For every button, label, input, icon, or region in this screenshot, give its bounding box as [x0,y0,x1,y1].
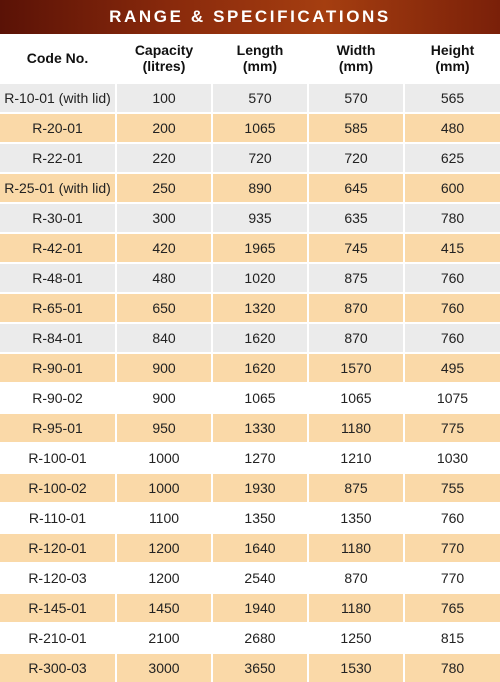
cell-length: 1320 [212,293,308,323]
cell-height: 565 [404,83,500,113]
table-row [0,413,500,443]
cell-width: 1180 [308,533,404,563]
cell-height: 765 [404,593,500,623]
table-header [0,34,500,83]
cell-length: 1620 [212,353,308,383]
column-header-length [212,34,308,83]
table-row [0,653,500,682]
cell-capacity: 100 [116,83,212,113]
cell-code: R-100-02 [0,473,116,503]
column-header-unit: (mm) [242,58,278,74]
cell-code: R-25-01 (with lid) [0,173,116,203]
cell-height: 815 [404,623,500,653]
cell-length: 720 [212,143,308,173]
column-header-line: Capacity [134,42,194,58]
cell-width: 870 [308,323,404,353]
cell-length: 890 [212,173,308,203]
table-row [0,443,500,473]
table-row [0,113,500,143]
cell-width: 875 [308,263,404,293]
specifications-table [0,34,500,682]
column-header-line: Code No. [26,50,89,66]
cell-length: 1330 [212,413,308,443]
cell-width: 870 [308,563,404,593]
cell-width: 745 [308,233,404,263]
cell-capacity: 480 [116,263,212,293]
cell-code: R-110-01 [0,503,116,533]
table-row [0,533,500,563]
cell-capacity: 2100 [116,623,212,653]
cell-code: R-65-01 [0,293,116,323]
cell-width: 720 [308,143,404,173]
cell-width: 1210 [308,443,404,473]
cell-height: 770 [404,533,500,563]
cell-capacity: 1200 [116,533,212,563]
cell-length: 2680 [212,623,308,653]
cell-width: 635 [308,203,404,233]
cell-width: 570 [308,83,404,113]
cell-capacity: 900 [116,383,212,413]
cell-code: R-22-01 [0,143,116,173]
table-row [0,623,500,653]
cell-code: R-30-01 [0,203,116,233]
table-row [0,323,500,353]
table-row [0,143,500,173]
table-row [0,473,500,503]
cell-code: R-210-01 [0,623,116,653]
cell-length: 570 [212,83,308,113]
page-title: RANGE & SPECIFICATIONS [109,7,391,26]
table-row [0,83,500,113]
header-row [0,34,500,83]
cell-code: R-100-01 [0,443,116,473]
table-row [0,263,500,293]
table-row [0,293,500,323]
cell-height: 415 [404,233,500,263]
cell-capacity: 1450 [116,593,212,623]
cell-height: 770 [404,563,500,593]
cell-width: 1570 [308,353,404,383]
column-header-height [404,34,500,83]
cell-capacity: 1200 [116,563,212,593]
cell-height: 625 [404,143,500,173]
cell-height: 1030 [404,443,500,473]
cell-height: 755 [404,473,500,503]
cell-length: 1270 [212,443,308,473]
cell-capacity: 1000 [116,473,212,503]
cell-width: 875 [308,473,404,503]
title-bar [0,0,500,34]
cell-capacity: 3000 [116,653,212,682]
cell-length: 1640 [212,533,308,563]
cell-capacity: 650 [116,293,212,323]
cell-height: 600 [404,173,500,203]
cell-capacity: 300 [116,203,212,233]
column-header-unit: (mm) [338,58,374,74]
table-row [0,203,500,233]
cell-length: 2540 [212,563,308,593]
cell-height: 480 [404,113,500,143]
cell-code: R-120-03 [0,563,116,593]
cell-height: 1075 [404,383,500,413]
column-header-unit: (mm) [435,58,470,74]
cell-capacity: 840 [116,323,212,353]
cell-width: 1180 [308,413,404,443]
cell-length: 935 [212,203,308,233]
cell-capacity: 420 [116,233,212,263]
column-header-line: Height [430,42,475,58]
cell-code: R-42-01 [0,233,116,263]
cell-length: 1065 [212,113,308,143]
cell-height: 495 [404,353,500,383]
cell-code: R-120-01 [0,533,116,563]
cell-code: R-90-01 [0,353,116,383]
cell-code: R-10-01 (with lid) [0,83,116,113]
cell-height: 780 [404,203,500,233]
cell-capacity: 1000 [116,443,212,473]
cell-height: 760 [404,263,500,293]
table-row [0,563,500,593]
cell-height: 760 [404,503,500,533]
cell-capacity: 250 [116,173,212,203]
cell-width: 1250 [308,623,404,653]
column-header-line: Length [236,42,284,58]
cell-code: R-48-01 [0,263,116,293]
column-header-line: Width [336,42,376,58]
table-row [0,233,500,263]
cell-code: R-84-01 [0,323,116,353]
cell-height: 775 [404,413,500,443]
cell-code: R-95-01 [0,413,116,443]
cell-width: 1180 [308,593,404,623]
column-header-code [0,34,116,83]
cell-code: R-20-01 [0,113,116,143]
cell-length: 1350 [212,503,308,533]
cell-height: 780 [404,653,500,682]
table-row [0,173,500,203]
cell-capacity: 200 [116,113,212,143]
cell-length: 1020 [212,263,308,293]
cell-code: R-90-02 [0,383,116,413]
cell-width: 1530 [308,653,404,682]
column-header-unit: (litres) [142,58,186,74]
cell-height: 760 [404,323,500,353]
cell-width: 1350 [308,503,404,533]
cell-length: 1065 [212,383,308,413]
cell-length: 1620 [212,323,308,353]
cell-code: R-145-01 [0,593,116,623]
table-row [0,383,500,413]
cell-capacity: 950 [116,413,212,443]
cell-width: 1065 [308,383,404,413]
cell-capacity: 1100 [116,503,212,533]
cell-length: 3650 [212,653,308,682]
cell-length: 1940 [212,593,308,623]
cell-capacity: 900 [116,353,212,383]
cell-length: 1965 [212,233,308,263]
cell-height: 760 [404,293,500,323]
cell-code: R-300-03 [0,653,116,682]
cell-capacity: 220 [116,143,212,173]
cell-width: 645 [308,173,404,203]
cell-width: 585 [308,113,404,143]
cell-width: 870 [308,293,404,323]
column-header-width [308,34,404,83]
table-body [0,83,500,682]
table-row [0,593,500,623]
table-row [0,353,500,383]
table-row [0,503,500,533]
cell-length: 1930 [212,473,308,503]
column-header-capacity [116,34,212,83]
